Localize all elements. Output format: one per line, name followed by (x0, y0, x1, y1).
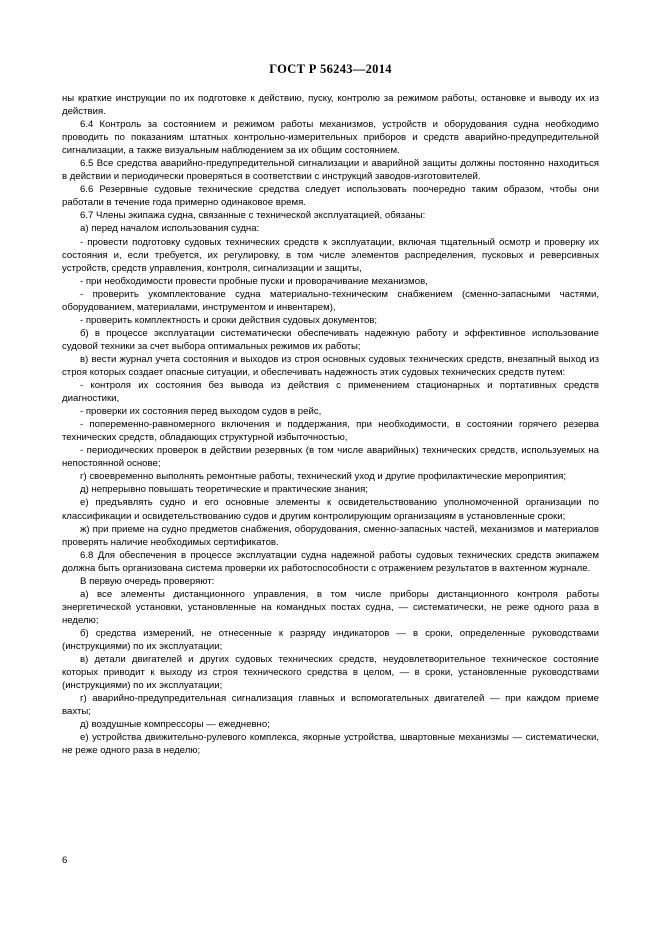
paragraph: - при необходимости провести пробные пуски и проворачивание механизмов, (80, 275, 428, 287)
paragraph: 6.8 Для обеспечения в процессе эксплуатации судна надежной работы судовых технических средств экипажем должна быть организована система проверки их работоспособности с отражением результатов в вахтенном журнале. (62, 549, 599, 574)
paragraph: в) детали двигателей и других судовых технических средств, неудовлетворительное техническое состояние которых приводит к выходу из строя технического средства в целом, — в сроки, установленные руководствами (инструкциями) по их эксплуатации; (62, 654, 599, 692)
paragraph: - периодических проверок в действии резервных (в том числе аварийных) технических средств, используемых на непостоянной основе; (62, 445, 599, 470)
paragraph: б) в процессе эксплуатации систематически обеспечивать надежную работу и эффективное использование судовой техники за счет выбора оптимальных режимов их работы; (62, 327, 599, 352)
paragraph: а) перед началом использования судна: (80, 223, 260, 235)
document-body (62, 92, 599, 757)
paragraph: - проверить укомплектование судна материально-техническим снабжением (сменно-запасными частями, оборудованием, материалами, инструментом и инвентарем), (62, 288, 599, 313)
paragraph: а) все элементы дистанционного управления, в том числе приборы дистанционного контроля работы энергетической установки, установленные на командных постах судна, — систематически, не реже одного раза в неделю; (62, 588, 599, 626)
paragraph: ны краткие инструкции по их подготовке к действию, пуску, контролю за режимом работы, остановке и выводу их из действия. (62, 93, 599, 118)
paragraph: в) вести журнал учета состояния и выходов из строя основных судовых технических средств, внезапный выход из строя которых создает опасные ситуации, и обеспечивать надежность этих судовых технических средств путем: (62, 353, 599, 378)
paragraph: д) непрерывно повышать теоретические и практические знания; (80, 484, 368, 496)
paragraph: г) аварийно-предупредительная сигнализация главных и вспомогательных двигателей — при каждом приеме вахты; (62, 693, 599, 718)
paragraph: 6.4 Контроль за состоянием и режимом работы механизмов, устройств и оборудования судна необходимо проводить по показаниям штатных контрольно-измерительных приборов и средств аварийно-предупредительной сигнализации, а также визуальным наблюдением за их общим состоянием. (62, 119, 599, 157)
paragraph: е) предъявлять судно и его основные элементы к освидетельствованию уполномоченной организации по классификации и освидетельствованию судов и другим контролирующим организациям в установленные сроки; (62, 497, 599, 522)
paragraph: - проверить комплектность и сроки действия судовых документов; (80, 314, 378, 326)
paragraph: - проверки их состояния перед выходом судов в рейс, (80, 406, 322, 418)
paragraph: - провести подготовку судовых технических средств к эксплуатации, включая тщательный осмотр и проверку их состояния и, если требуется, их регулировку, в том числе элементов распределения, пусковых и реверсивных устройств, средств управления, контроля, сигнализации и защиты, (62, 236, 599, 274)
page-number: 6 (62, 855, 68, 866)
paragraph: д) воздушные компрессоры — ежедневно; (80, 719, 270, 731)
paragraph: - попеременно-равномерного включения и поддержания, при необходимости, в состоянии горячего резерва технических средств, обладающих структурной избыточностью, (62, 419, 599, 444)
page-header: ГОСТ Р 56243—2014 (269, 62, 392, 76)
paragraph: б) средства измерений, не отнесенные к разряду индикаторов — в сроки, определенные руководствами (инструкциями) по их эксплуатации; (62, 627, 599, 652)
paragraph: е) устройства движительно-рулевого комплекса, якорные устройства, швартовные механизмы — систематически, не реже одного раза в неделю; (62, 732, 599, 757)
paragraph: г) своевременно выполнять ремонтные работы, технический уход и другие профилактические мероприятия; (80, 471, 567, 483)
paragraph: 6.6 Резервные судовые технические средства следует использовать поочередно таким образом, чтобы они работали в течение года примерно одинаковое время. (62, 184, 599, 209)
paragraph: - контроля их состояния без вывода из действия с применением стационарных и портативных средств диагностики, (62, 380, 599, 405)
paragraph: В первую очередь проверяют: (80, 575, 215, 587)
paragraph: 6.7 Члены экипажа судна, связанные с технической эксплуатацией, обязаны: (80, 210, 426, 222)
paragraph: ж) при приеме на судно предметов снабжения, оборудования, сменно-запасных частей, механизмов и материалов проверять наличие необходимых сертификатов. (62, 523, 599, 548)
paragraph: 6.5 Все средства аварийно-предупредительной сигнализации и аварийной защиты должны постоянно находиться в действии и периодически проверяться в соответствии с инструкций заводов-изготовителей. (62, 158, 599, 183)
